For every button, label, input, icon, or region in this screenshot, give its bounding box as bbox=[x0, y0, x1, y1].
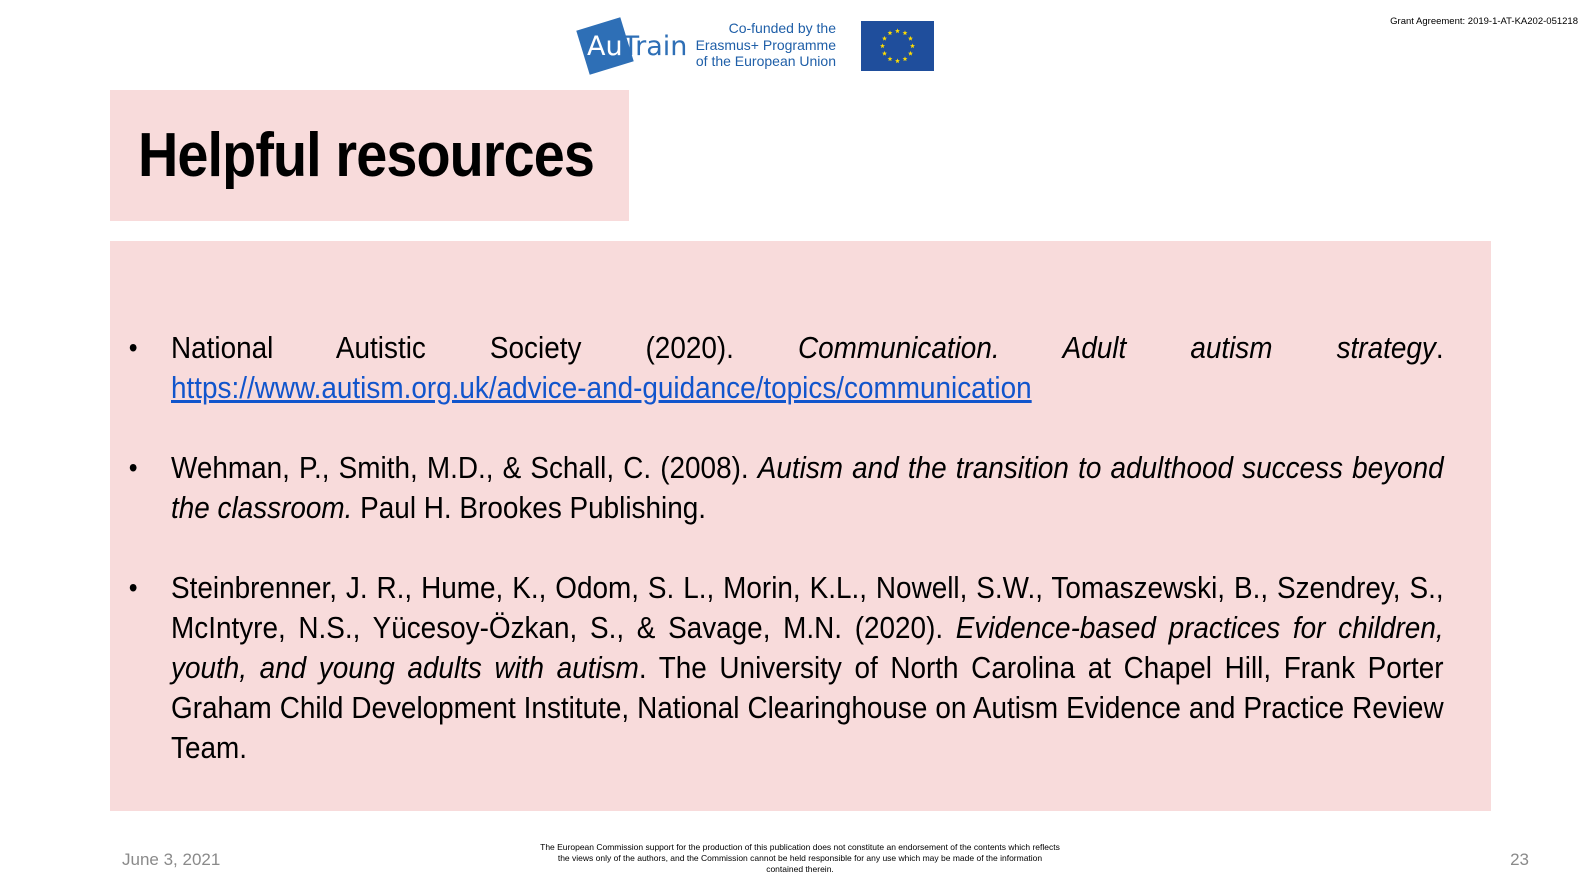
reference-item bbox=[128, 448, 1444, 528]
autrain-logo bbox=[578, 16, 690, 78]
bullet-icon: • bbox=[128, 332, 138, 363]
references-panel bbox=[110, 241, 1491, 811]
eu-flag-icon bbox=[861, 21, 934, 71]
reference-italic-title: Autism and the transition to adulthood success beyond the classroom. bbox=[171, 450, 1444, 525]
erasmus-text bbox=[686, 20, 836, 70]
page-number: 23 bbox=[1510, 850, 1529, 869]
reference-italic-title: Communication. Adult autism strategy bbox=[798, 330, 1436, 365]
erasmus-line-1: Co-funded by the bbox=[728, 20, 836, 36]
reference-text: Wehman, P., Smith, M.D., & Schall, C. (2008). bbox=[171, 450, 758, 485]
autrain-logo-suffix: Train bbox=[622, 31, 688, 62]
reference-text: Steinbrenner, J. R., Hume, K., Odom, S. L., Morin, K.L., Nowell, S.W., Tomaszewski, B., Szendrey, S., McIntyre, N.S., Yücesoy-Özkan, S., & Savage, M.N. (2020). bbox=[171, 570, 1444, 645]
reference-item bbox=[128, 328, 1444, 408]
autrain-logo-text bbox=[587, 32, 687, 62]
erasmus-line-2: Erasmus+ Programme bbox=[695, 36, 836, 53]
reference-item bbox=[128, 568, 1444, 768]
footer-date: June 3, 2021 bbox=[122, 850, 221, 869]
reference-text: National Autistic Society (2020). bbox=[171, 330, 799, 365]
reference-text: Paul H. Brookes Publishing. bbox=[352, 490, 707, 525]
header-logos bbox=[578, 16, 938, 78]
bullet-icon: • bbox=[128, 452, 138, 483]
title-panel bbox=[110, 90, 629, 221]
reference-text: . The University of North Carolina at Chapel Hill, Frank Porter Graham Child Development Institute, National Clearinghouse on Autism Evidence and Practice Review Team. bbox=[171, 650, 1444, 765]
footer-disclaimer: The European Commission support for the production of this publication does not constitute an endorsement of the contents which reflects the views only of the authors, and the Commission cannot be held responsible for any use which may be made of the information contained therein. bbox=[540, 842, 1060, 874]
reference-italic-title: Evidence-based practices for children, youth, and young adults with autism bbox=[171, 610, 1444, 685]
bullet-icon: • bbox=[128, 572, 138, 603]
reference-link[interactable]: https://www.autism.org.uk/advice-and-guidance/topics/communication bbox=[171, 370, 1032, 405]
autrain-logo-prefix: Au bbox=[587, 31, 623, 62]
page-title: Helpful resources bbox=[138, 121, 595, 190]
erasmus-line-3: of the European Union bbox=[695, 53, 836, 69]
grant-agreement: Grant Agreement: 2019-1-AT-KA202-051218 bbox=[1390, 16, 1578, 27]
reference-text: . bbox=[1435, 330, 1444, 365]
